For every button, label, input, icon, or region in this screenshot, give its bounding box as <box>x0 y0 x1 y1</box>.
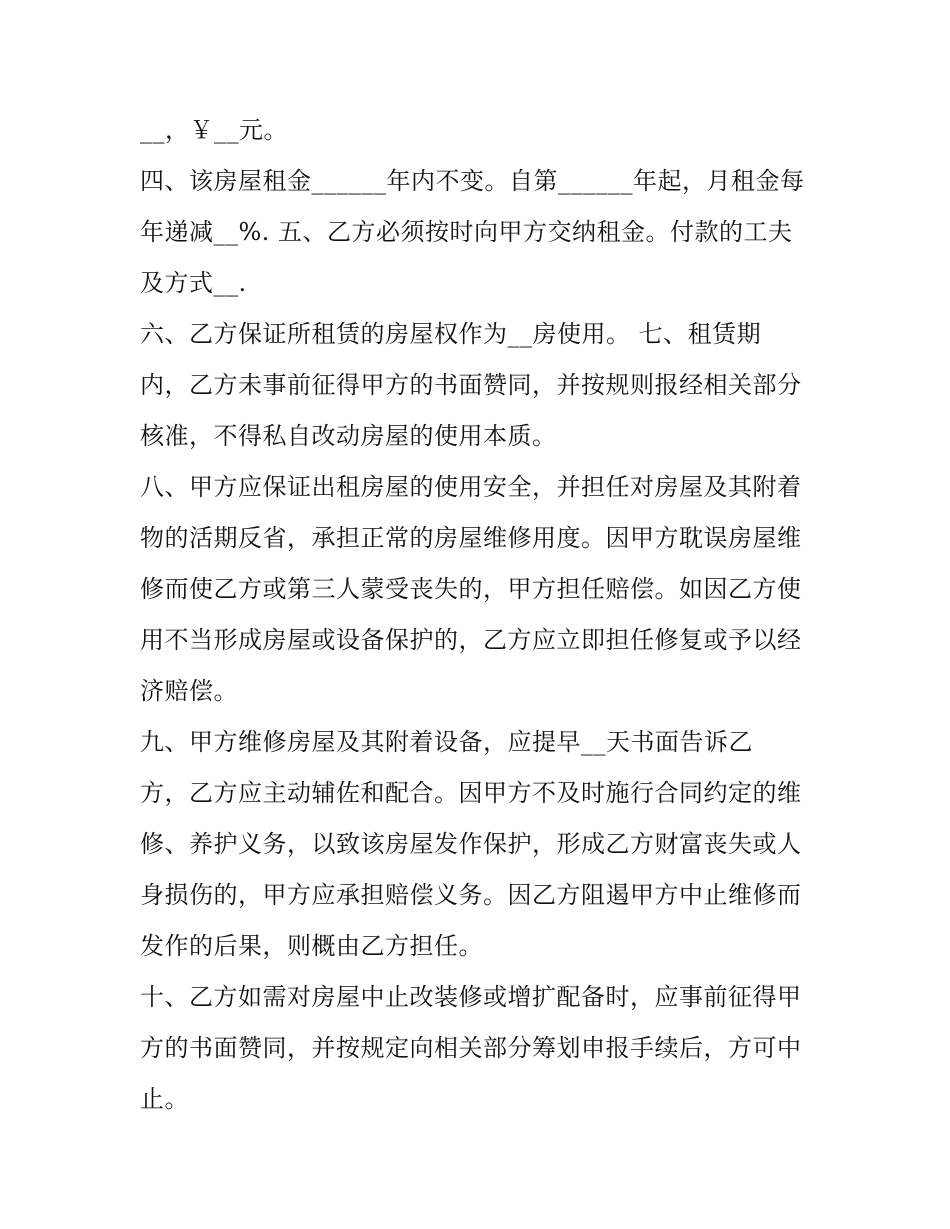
text-line: __，￥__元。 <box>140 116 288 144</box>
text-line: 止。 <box>140 1085 189 1113</box>
text-line: 内，乙方未事前征得甲方的书面赞同，并按规则报经相关部分 <box>140 371 802 399</box>
text-line: 用不当形成房屋或设备保护的，乙方应立即担任修复或予以经 <box>140 626 802 654</box>
text-line: 四、该房屋租金______年内不变。自第______年起，月租金每 <box>140 167 805 195</box>
text-line: 十、乙方如需对房屋中止改装修或增扩配备时，应事前征得甲 <box>140 983 802 1011</box>
text-line: 年递减__%. 五、乙方必须按时向甲方交纳租金。付款的工夫 <box>140 218 793 246</box>
text-line: 济赔偿。 <box>140 677 238 705</box>
text-line: 物的活期反省，承担正常的房屋维修用度。因甲方耽误房屋维 <box>140 524 802 552</box>
text-line: 及方式__. <box>140 269 247 297</box>
text-line: 方，乙方应主动辅佐和配合。因甲方不及时施行合同约定的维 <box>140 779 802 807</box>
text-line: 核准，不得私自改动房屋的使用本质。 <box>140 422 557 450</box>
text-line: 九、甲方维修房屋及其附着设备，应提早__天书面告诉乙 <box>140 728 753 756</box>
text-line: 身损伤的，甲方应承担赔偿义务。因乙方阻遏甲方中止维修而 <box>140 881 802 909</box>
text-line: 修而使乙方或第三人蒙受丧失的，甲方担任赔偿。如因乙方使 <box>140 575 802 603</box>
text-line: 六、乙方保证所租赁的房屋权作为__房使用。 七、租赁期 <box>140 320 762 348</box>
text-line: 八、甲方应保证出租房屋的使用安全，并担任对房屋及其附着 <box>140 473 802 501</box>
text-line: 修、养护义务，以致该房屋发作保护，形成乙方财富丧失或人 <box>140 830 802 858</box>
text-line: 发作的后果，则概由乙方担任。 <box>140 932 483 960</box>
text-line: 方的书面赞同，并按规定向相关部分筹划申报手续后，方可中 <box>140 1034 802 1062</box>
